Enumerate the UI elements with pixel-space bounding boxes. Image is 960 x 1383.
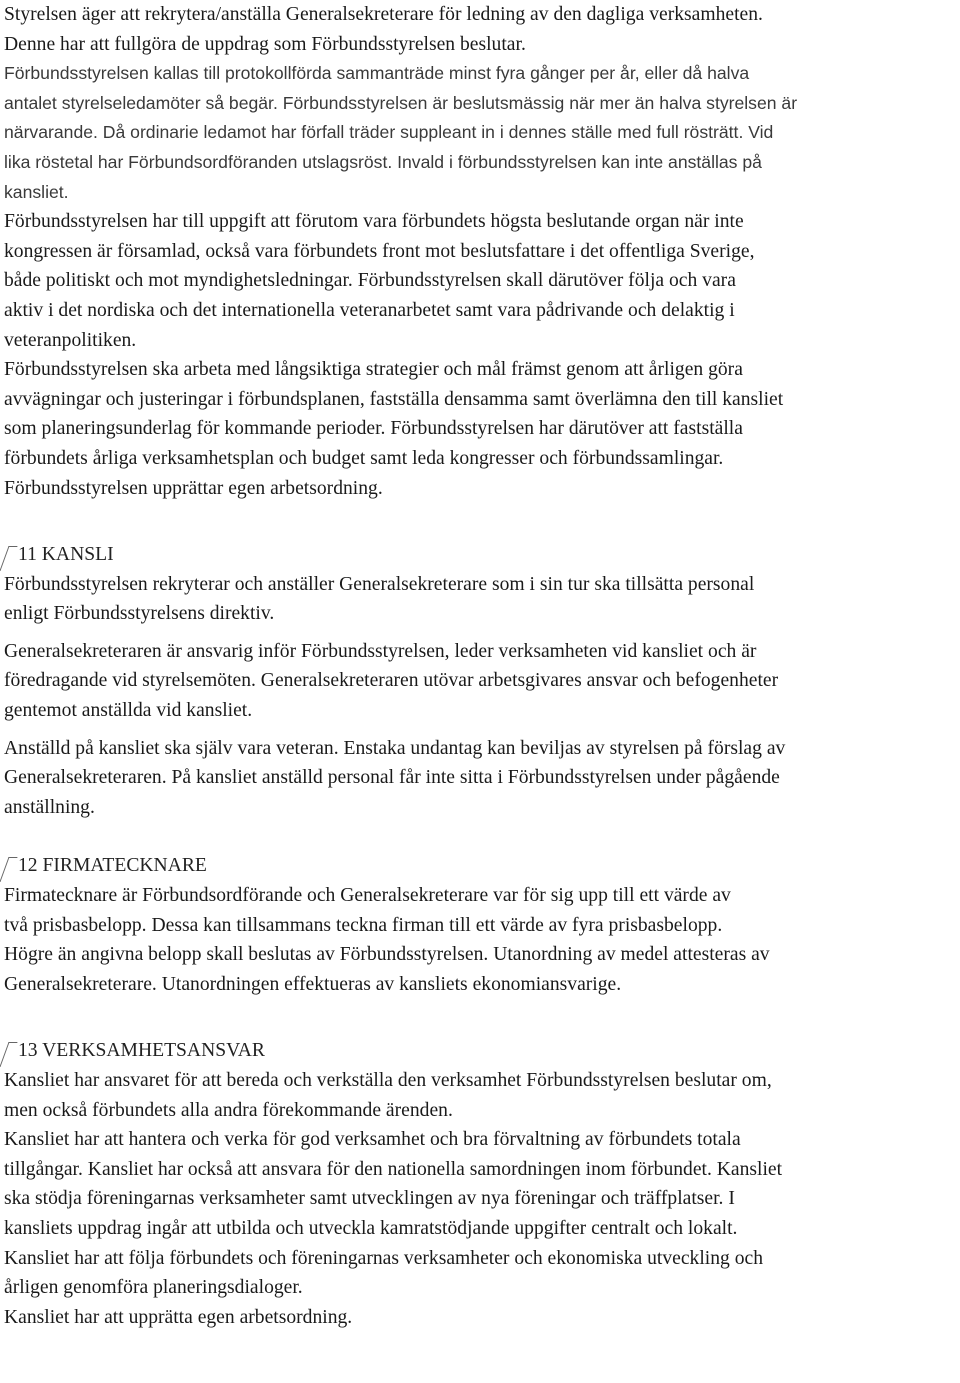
verksamhetsansvar-line: kansliets uppdrag ingår att utbilda och utveckla kamratstödjande uppgifter centralt och lokalt. (4, 1217, 738, 1239)
verksamhetsansvar-line: men också förbundets alla andra förekommande ärenden. (4, 1099, 453, 1121)
kansli-line: föredragande vid styrelsemöten. Generalsekreteraren utövar arbetsgivares ansvar och befogenheter (4, 670, 779, 692)
board-strategy-line: förbundets årliga verksamhetsplan och budget samt leda kongresser och förbundssamlingar. (4, 447, 724, 469)
board-strategy-line: avvägningar och justeringar i förbundsplanen, fastställa densamma samt överlämna den till kansliet (4, 388, 784, 410)
verksamhetsansvar-line: tillgångar. Kansliet har också att ansvara för den nationella samordningen inom förbundet. Kansliet (4, 1158, 783, 1180)
intro-line: Denne har att fullgöra de uppdrag som Förbundsstyrelsen beslutar. (4, 33, 526, 55)
verksamhetsansvar-line: Kansliet har ansvaret för att bereda och verkställa den verksamhet Förbundsstyrelsen beslutar om, (4, 1070, 772, 1091)
section-heading-13: 13 VERKSAMHETSANSVAR (4, 1036, 960, 1066)
board-duties-line: både politiskt och mot myndighetsledningar. Förbundsstyrelsen skall därutöver följa och vara (4, 270, 736, 292)
board-meetings-line: antalet styrelseledamöter så begär. Förbundsstyrelsen är beslutsmässig när mer än halva styrelsen är (4, 92, 798, 113)
section-heading-11: 11 KANSLI (4, 540, 960, 570)
board-duties-line: veteranpolitiken. (4, 329, 137, 351)
kansli-line: Generalsekreteraren. På kansliet anställd personal får inte sitta i Förbundsstyrelsen under pågående (4, 767, 780, 789)
firmatecknare-line: två prisbasbelopp. Dessa kan tillsammans teckna firman till ett värde av fyra prisbasbelopp. (4, 914, 723, 936)
kansli-line: Generalsekreteraren är ansvarig inför Förbundsstyrelsen, leder verksamheten vid kansliet och är (4, 640, 757, 662)
board-strategy-line: Förbundsstyrelsen ska arbeta med långsiktiga strategier och mål främst genom att årligen göra (4, 359, 743, 381)
board-meetings-line: kansliet. (4, 181, 69, 202)
board-duties-line: kongressen är församlad, också vara förbundets front mot beslutsfattare i det offentliga Sverige, (4, 240, 755, 262)
board-strategy-line: som planeringsunderlag för kommande perioder. Förbundsstyrelsen har därutöver att fastställa (4, 418, 743, 440)
kansli-line: gentemot anställda vid kansliet. (4, 700, 253, 722)
intro-line: Styrelsen äger att rekrytera/anställa Generalsekreterare för ledning av den dagliga verksamheten. (4, 4, 763, 25)
firmatecknare-line: Generalsekreterare. Utanordningen effektueras av kansliets ekonomiansvarige. (4, 973, 622, 995)
board-meetings-line: lika röstetal har Förbundsordföranden utslagsröst. Invald i förbundsstyrelsen kan inte anställas på (4, 151, 762, 172)
firmatecknare-line: Högre än angivna belopp skall beslutas av Förbundsstyrelsen. Utanordning av medel attesteras av (4, 944, 770, 966)
kansli-line: enligt Förbundsstyrelsens direktiv. (4, 603, 275, 625)
board-meetings-line: närvarande. Då ordinarie ledamot har förfall träder suppleant in i dennes ställe med full rösträtt. Vid (4, 122, 774, 143)
verksamhetsansvar-line: ska stödja föreningarnas verksamheter samt utvecklingen av nya föreningar och träffplatser. I (4, 1188, 735, 1210)
section-heading-12: 12 FIRMATECKNARE (4, 851, 960, 881)
board-strategy-line: Förbundsstyrelsen upprättar egen arbetsordning. (4, 477, 383, 499)
board-duties-line: aktiv i det nordiska och det internationella veteranarbetet samt vara pådrivande och delaktig i (4, 299, 735, 321)
verksamhetsansvar-line: Kansliet har att upprätta egen arbetsordning. (4, 1306, 353, 1328)
board-duties-line: Förbundsstyrelsen har till uppgift att förutom vara förbundets högsta beslutande organ när inte (4, 211, 744, 233)
verksamhetsansvar-line: Kansliet har att hantera och verka för god verksamhet och bra förvaltning av förbundets totala (4, 1129, 741, 1151)
board-meetings-line: Förbundsstyrelsen kallas till protokollförda sammanträde minst fyra gånger per år, eller då halva (4, 63, 750, 84)
verksamhetsansvar-line: årligen genomföra planeringsdialoger. (4, 1277, 303, 1299)
firmatecknare-line: Firmatecknare är Förbundsordförande och Generalsekreterare var för sig upp till ett värde av (4, 885, 731, 907)
kansli-line: Förbundsstyrelsen rekryterar och anställer Generalsekreterare som i sin tur ska tillsätta personal (4, 573, 755, 595)
kansli-line: anställning. (4, 796, 95, 818)
verksamhetsansvar-line: Kansliet har att följa förbundets och föreningarnas verksamheter och ekonomiska utveckling och (4, 1247, 764, 1269)
kansli-line: Anställd på kansliet ska själv vara veteran. Enstaka undantag kan beviljas av styrelsen på förslag av (4, 737, 786, 759)
